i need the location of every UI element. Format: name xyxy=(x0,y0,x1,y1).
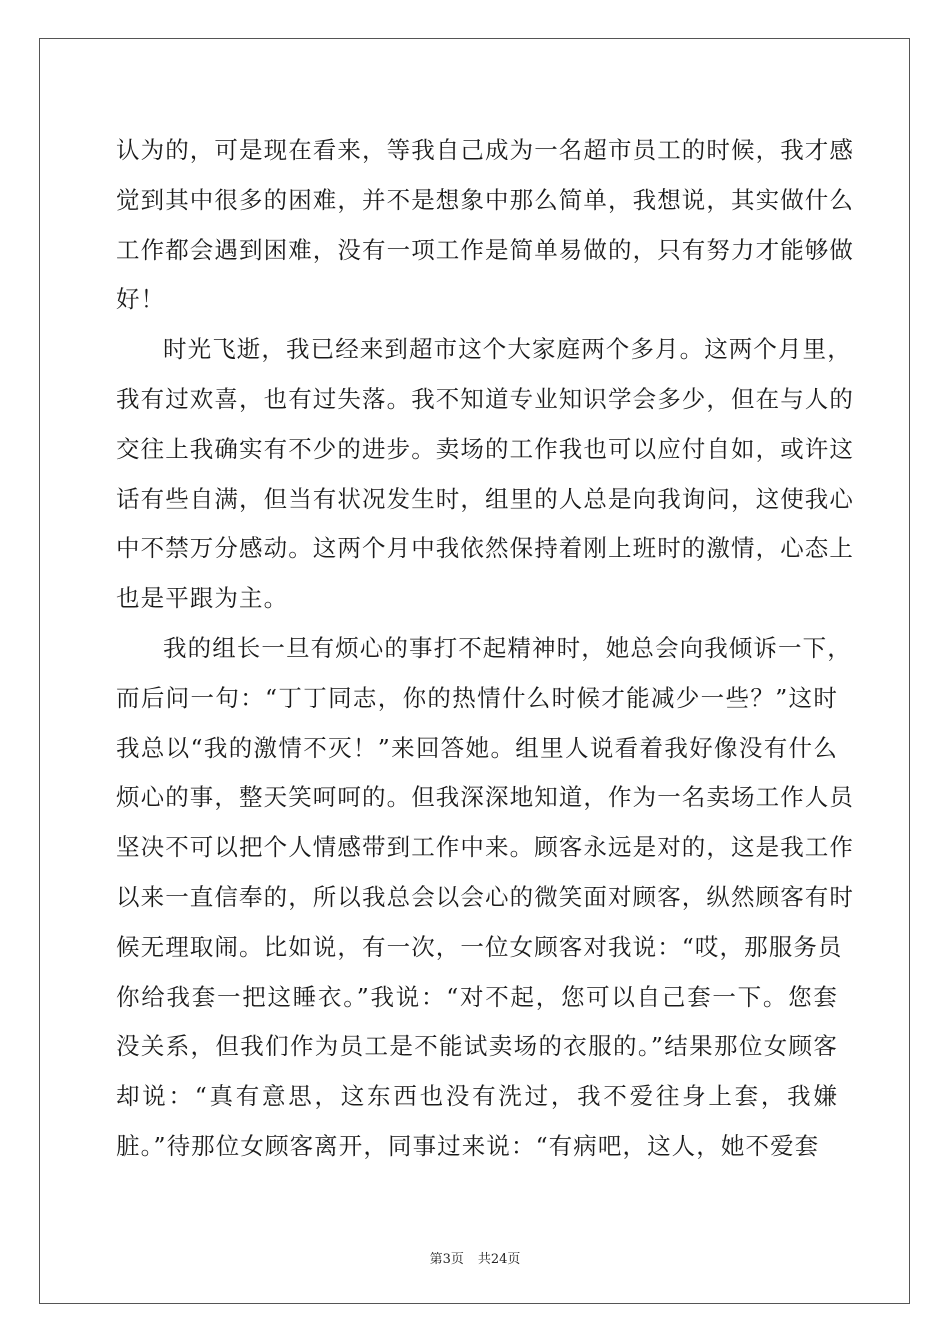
text-line: 话有些自满，但当有状况发生时，组里的人总是向我询问，这使我心 xyxy=(116,484,854,513)
text-line: 脏。”待那位女顾客离开，同事过来说：“有病吧，这人，她不爱套 xyxy=(116,1131,820,1160)
text-line: 以来一直信奉的，所以我总会以会心的微笑面对顾客，纵然顾客有时 xyxy=(116,882,854,911)
text-line: 你给我套一把这睡衣。”我说：“对不起，您可以自己套一下。您套 xyxy=(116,982,838,1011)
paragraph xyxy=(116,624,854,1172)
text-line: 我的组长一旦有烦心的事打不起精神时，她总会向我倾诉一下， xyxy=(163,633,852,662)
paragraph xyxy=(116,126,854,325)
text-line: 我有过欢喜，也有过失落。我不知道专业知识学会多少，但在与人的 xyxy=(116,384,854,413)
text-line: 交往上我确实有不少的进步。卖场的工作我也可以应付自如，或许这 xyxy=(116,434,854,463)
text-line: 坚决不可以把个人情感带到工作中来。顾客永远是对的，这是我工作 xyxy=(116,833,854,862)
page-footer xyxy=(0,1248,950,1267)
text-line: 却说：“真有意思，这东西也没有洗过，我不爱往身上套，我嫌 xyxy=(116,1082,838,1111)
text-line: 认为的，可是现在看来，等我自己成为一名超市员工的时候，我才感 xyxy=(116,136,854,164)
total-pages-label: 共24页 xyxy=(477,1252,521,1267)
text-line: 候无理取闹。比如说，有一次，一位女顾客对我说：“哎，那服务员 xyxy=(116,932,843,961)
text-line: 而后问一句：“丁丁同志，你的热情什么时候才能减少一些？”这时 xyxy=(116,683,838,712)
text-line: 工作都会遇到困难，没有一项工作是简单易做的，只有努力才能够做 xyxy=(116,235,854,264)
text-line: 没关系，但我们作为员工是不能试卖场的衣服的。”结果那位女顾客 xyxy=(116,1032,838,1061)
text-line: 中不禁万分感动。这两个月中我依然保持着刚上班时的激情，心态上 xyxy=(116,534,854,563)
text-line: 我总以“我的激情不灭！”来回答她。组里人说看着我好像没有什么 xyxy=(116,733,838,762)
text-line: 烦心的事，整天笑呵呵的。但我深深地知道，作为一名卖场工作人员 xyxy=(116,783,854,812)
text-line: 也是平跟为主。 xyxy=(116,584,289,613)
document-body xyxy=(116,126,854,1172)
text-line: 时光飞逝，我已经来到超市这个大家庭两个多月。这两个月里， xyxy=(163,335,852,364)
text-line: 觉到其中很多的困难，并不是想象中那么简单，我想说，其实做什么 xyxy=(116,185,854,214)
current-page-label: 第3页 xyxy=(429,1252,464,1267)
paragraph xyxy=(116,325,854,624)
text-line: 好！ xyxy=(116,285,166,314)
